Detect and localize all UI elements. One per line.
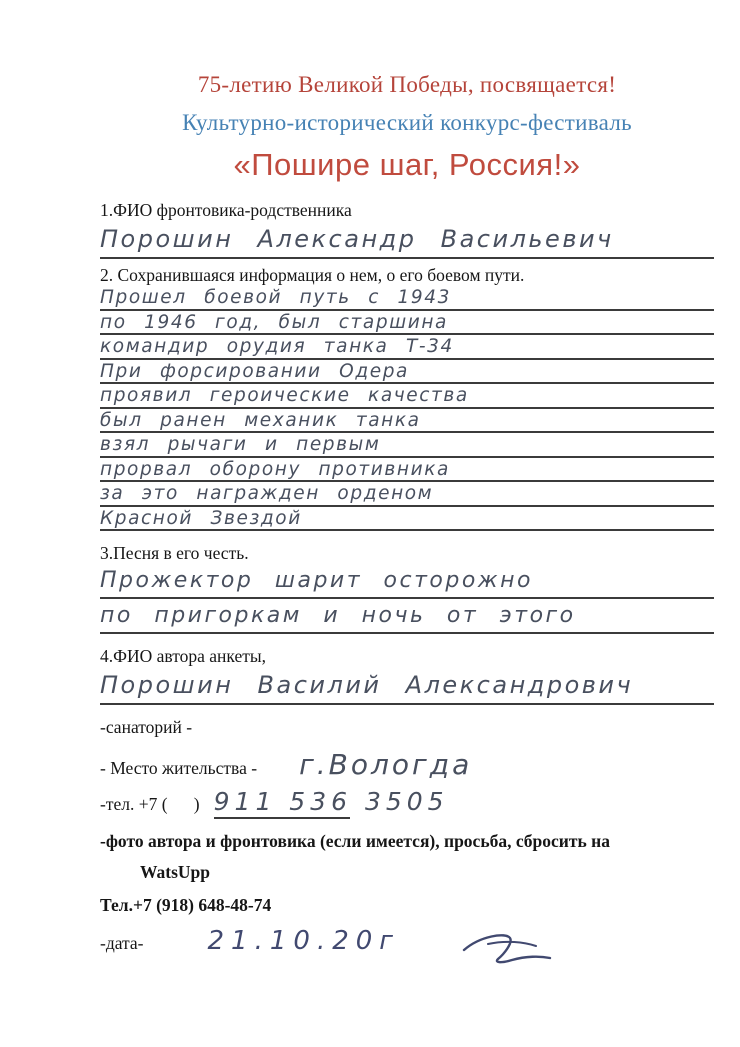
messenger-label: WatsUpp [140, 862, 211, 882]
song-line: по пригоркам и ночь от этого [100, 599, 714, 634]
date-row [100, 926, 714, 973]
document-header [100, 70, 714, 184]
story-line: был ранен механик танка [100, 409, 714, 434]
q1-answer-veteran-name: Порошин Александр Васильевич [100, 223, 714, 259]
story-line: прорвал оборону противника [100, 458, 714, 483]
dedication-title: 75-летию Великой Победы, посвящается! [197, 72, 617, 97]
story-line: Прошел боевой путь с 1943 [100, 286, 714, 311]
story-line: за это награжден орденом [100, 482, 714, 507]
residence-label: - Место жительства - [100, 758, 258, 778]
date-label: -дата- [100, 933, 144, 953]
slogan-title: «Пошире шаг, Россия!» [233, 147, 581, 182]
story-line: проявил героические качества [100, 384, 714, 409]
q4-answer-author-name: Порошин Василий Александрович [100, 669, 714, 705]
story-line: Красной Звездой [100, 507, 714, 532]
phone-label: -тел. +7 ( ) [100, 794, 200, 814]
q2-label: 2. Сохранившаяся информация о нем, о его боевом пути. [100, 265, 525, 285]
phone-row [100, 787, 714, 819]
q3-label: 3.Песня в его честь. [100, 543, 249, 563]
story-line: При форсировании Одера [100, 360, 714, 385]
story-line: командир орудия танка Т-34 [100, 335, 714, 360]
contact-phone: Тел.+7 (918) 648-48-74 [100, 895, 272, 915]
date-answer: 21.10.20г [207, 926, 400, 956]
photo-note: -фото автора и фронтовика (если имеется), просьба, сбросить на [100, 831, 610, 851]
song-line: Прожектор шарит осторожно [100, 564, 714, 599]
story-line: взял рычаги и первым [100, 433, 714, 458]
residence-answer: г.Вологда [299, 748, 473, 781]
q1-label: 1.ФИО фронтовика-родственника [100, 200, 352, 220]
sanatorium-label: -санаторий - [100, 717, 193, 737]
story-line: по 1946 год, был старшина [100, 311, 714, 336]
q3-answer-song [100, 564, 714, 634]
residence-row [100, 748, 714, 781]
phone-answer: 911 536 3505 [214, 787, 449, 819]
q2-answer-story [100, 286, 714, 531]
festival-title: Культурно-исторический конкурс-фестиваль [182, 110, 632, 135]
signature-icon [458, 930, 554, 977]
q4-label: 4.ФИО автора анкеты, [100, 646, 267, 666]
